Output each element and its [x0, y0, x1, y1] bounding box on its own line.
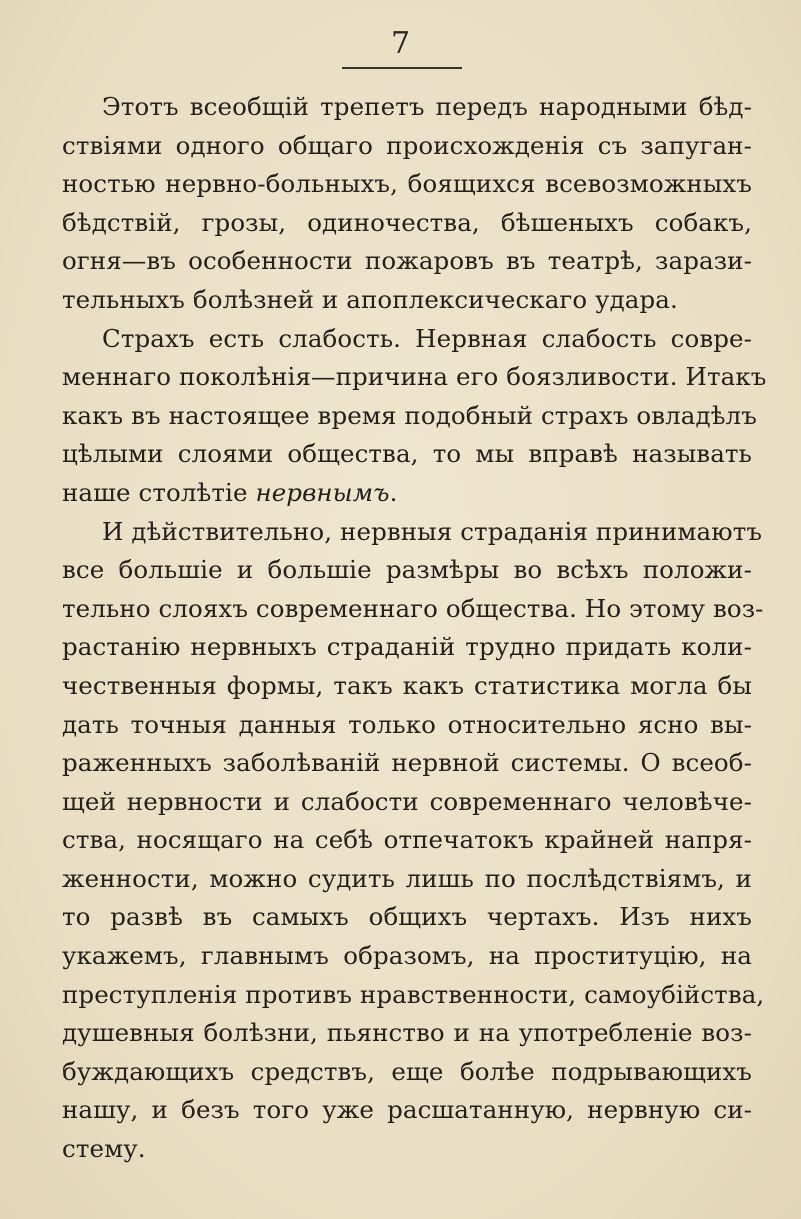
body-text — [62, 88, 767, 1169]
page-number: 7 — [390, 26, 411, 61]
paragraph-1 — [62, 88, 752, 320]
text-line: щей нервности и слабости современнаго человѣче- — [62, 786, 752, 816]
text-line: ностью нервно-больныхъ, боящихся всевозможныхъ — [62, 169, 752, 199]
text-line: И дѣйствительно, нервныя страданія принимаютъ — [102, 516, 763, 546]
text-line: то развѣ въ самыхъ общихъ чертахъ. Изъ нихъ — [62, 902, 752, 932]
text-line: Страхъ есть слабость. Нервная слабость совре- — [102, 323, 752, 353]
text-line: преступленія противъ нравственности, самоубійства, — [62, 979, 765, 1009]
text-line: тельно слояхъ современнаго общества. Но этому воз- — [62, 593, 764, 623]
text-line: бѣдствій, грозы, одиночества, бѣшеныхъ собакъ, — [62, 207, 752, 237]
text-line: все большіе и большіе размѣры во всѣхъ положи- — [62, 555, 752, 585]
text-line: укажемъ, главнымъ образомъ, на проституцію, на — [62, 941, 752, 971]
text-line: нашу, и безъ того уже расшатанную, нервную си- — [62, 1095, 752, 1125]
text-line: огня—въ особенности пожаровъ въ театрѣ, зарази- — [62, 246, 752, 276]
paragraph-3 — [62, 513, 765, 1169]
text-line: цѣлыми слоями общества, то мы вправѣ называть — [62, 439, 752, 469]
text-line: душевныя болѣзни, пьянство и на употребленіе воз- — [62, 1018, 752, 1048]
text-line: стему. — [62, 1134, 146, 1164]
text-line: ства, носящаго на себѣ отпечатокъ крайней напря- — [62, 825, 752, 855]
text-line: тельныхъ болѣзней и апоплексическаго удара. — [62, 284, 678, 314]
emphasized-word: нервнымъ — [255, 477, 390, 507]
text-line: ствіями одного общаго происхожденія съ запуган- — [62, 130, 752, 160]
text-line: чественныя формы, такъ какъ статистика могла бы — [62, 670, 752, 700]
text-run: . — [389, 477, 398, 507]
paragraph-2 — [62, 320, 767, 513]
text-line: женности, можно судить лишь по послѣдствіямъ, и — [62, 863, 752, 893]
text-line: какъ въ настоящее время подобный страхъ овладѣлъ — [62, 400, 757, 430]
text-line — [62, 474, 752, 513]
text-line: раженныхъ заболѣваній нервной системы. О всеоб- — [62, 748, 752, 778]
header-rule — [342, 67, 462, 69]
text-run: наше столѣтіе — [62, 477, 256, 507]
text-line: меннаго поколѣнія—причина его боязливости. Итакъ — [62, 362, 767, 392]
text-line: Этотъ всеобщій трепетъ передъ народными бѣд- — [102, 92, 752, 121]
text-line: дать точныя данныя только относительно ясно вы- — [62, 709, 752, 739]
text-line: растанію нервныхъ страданій трудно придать коли- — [62, 632, 752, 662]
text-line: буждающихъ средствъ, еще болѣе подрывающихъ — [62, 1056, 752, 1086]
